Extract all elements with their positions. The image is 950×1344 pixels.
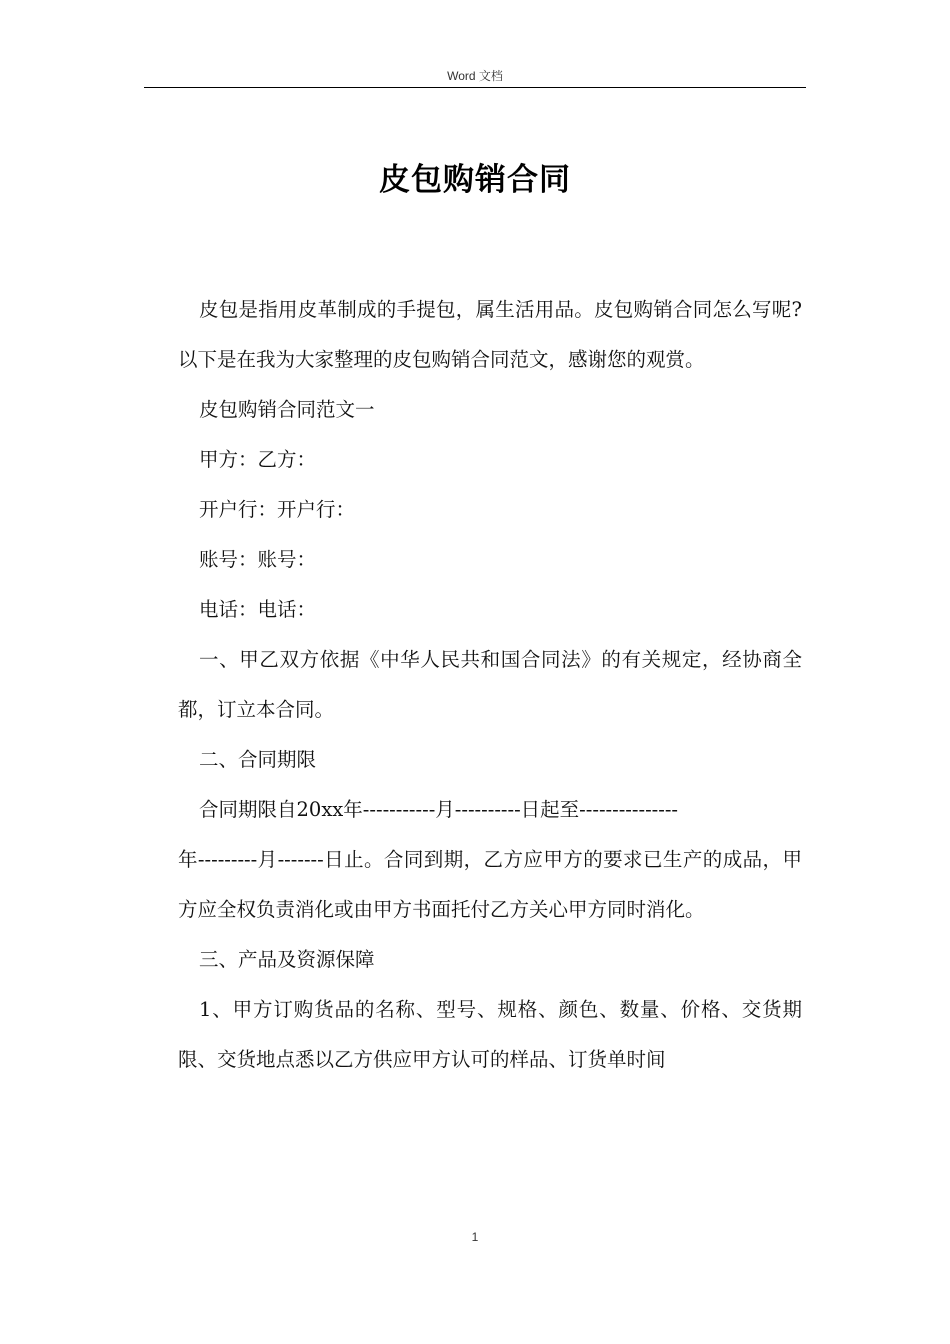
paragraph-clause-2-heading: 二、合同期限 bbox=[199, 748, 317, 771]
paragraph-parties: 甲方：乙方： bbox=[199, 448, 317, 471]
paragraph-sample-heading: 皮包购销合同范文一 bbox=[199, 398, 375, 421]
paragraph-clause-3-heading: 三、产品及资源保障 bbox=[199, 948, 375, 971]
paragraph-clause-3-item-1: 1、甲方订购货品的名称、型号、规格、颜色、数量、价格、交货期限、交货地点悉以乙方供应甲方认可的样品、订货单时间 bbox=[178, 998, 802, 1071]
page-number: 1 bbox=[471, 1230, 479, 1244]
paragraph-term-end: 年---------月-------日止。合同到期，乙方应甲方的要求已生产的成品，甲方应全权负责消化或由甲方书面托付乙方关心甲方同时消化。 bbox=[178, 848, 802, 921]
document-title: 皮包购销合同 bbox=[379, 162, 571, 198]
document-body bbox=[178, 285, 802, 1085]
paragraph-clause-1: 一、甲乙双方依据《中华人民共和国合同法》的有关规定，经协商全都，订立本合同。 bbox=[178, 648, 802, 721]
paragraph-account: 账号：账号： bbox=[199, 548, 317, 571]
paragraph-intro: 皮包是指用皮革制成的手提包，属生活用品。皮包购销合同怎么写呢?以下是在我为大家整理的皮包购销合同范文，感谢您的观赏。 bbox=[178, 298, 802, 371]
page-header: Word 文档 bbox=[447, 69, 503, 83]
paragraph-phone: 电话：电话： bbox=[199, 598, 317, 621]
paragraph-bank: 开户行：开户行： bbox=[199, 498, 356, 521]
header-divider bbox=[144, 87, 806, 88]
paragraph-term-start: 合同期限自20xx年-----------月----------日起至--------------- bbox=[199, 798, 679, 821]
